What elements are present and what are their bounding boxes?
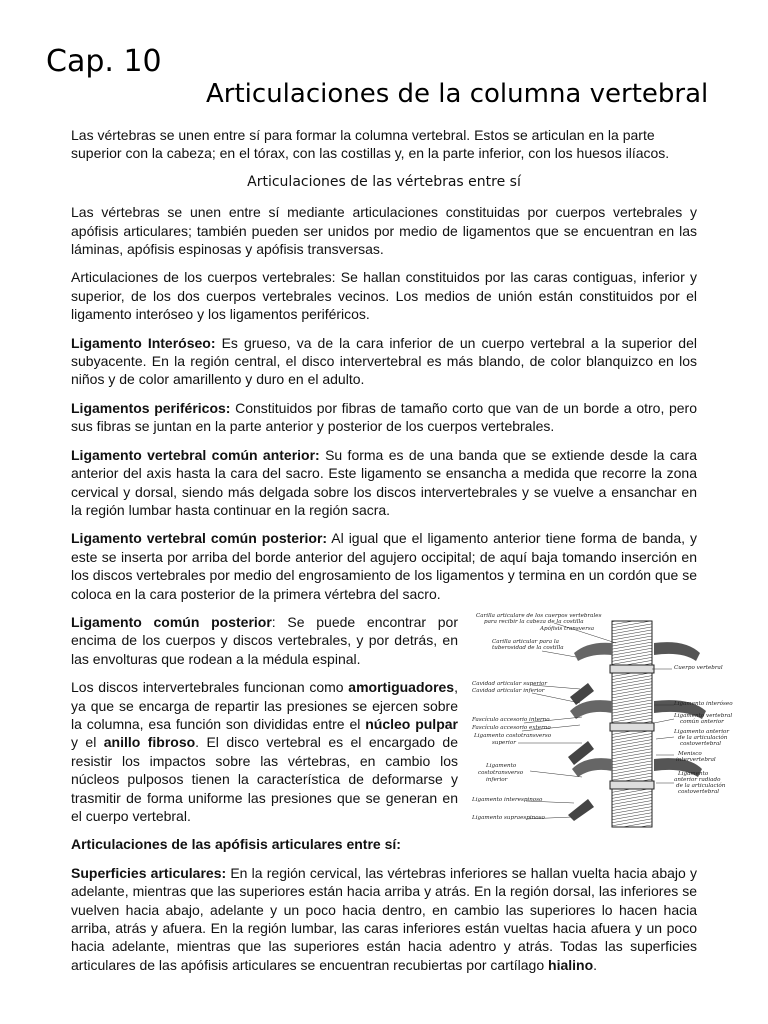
fig-label-interespinoso: Ligamento interespinoso bbox=[472, 796, 543, 803]
fig-label-cuerpo: Cuerpo vertebral bbox=[674, 664, 723, 671]
fig-label-apofisis: Apófisis transversa bbox=[540, 625, 595, 632]
fig-label-menisco-1: Menisco bbox=[678, 750, 702, 757]
disc-3 bbox=[610, 781, 654, 789]
superficies-term: Superficies articulares: bbox=[71, 864, 227, 881]
union-paragraph: Las vértebras se unen entre sí mediante articulaciones constituidas por cuerpos vertebrales y apófisis articulares; también pueden ser unidos por medio de ligamentos que se encuentran en las láminas, apófisis espinosas y apófisis transversas. bbox=[71, 204, 697, 258]
fig-label-fasc-int: Fascículo accesorio interno bbox=[472, 716, 550, 723]
section-subtitle: Articulaciones de las vértebras entre sí bbox=[247, 173, 521, 190]
fig-label-supraespinoso: Ligamento supraespinoso bbox=[472, 814, 545, 821]
perifericos-text: Constituidos por fibras de tamaño corto que van de un borde a otro, pero sus fibras se juntan en la parte anterior y posterior de los cuerpos vertebrales. bbox=[71, 399, 697, 435]
fig-label-fasc-ext: Fascículo accesorio externo bbox=[472, 724, 551, 731]
rib-1 bbox=[654, 642, 700, 661]
apofisis-heading bbox=[71, 835, 697, 853]
superficies-end: . bbox=[593, 956, 598, 973]
discos-text-3: y el bbox=[71, 734, 104, 751]
posterior-text: Al igual que el ligamento anterior tiene forma de banda, y este se inserta por arriba del borde anterior del agujero occipital; de aquí baja tomando inserción en los discos vertebrales por medio del engrosamiento de los ligamentos y termina en un cordón que se coloca en la cara posterior de la primera vértebra del sacro. bbox=[71, 530, 697, 602]
anillo-fibroso-term: anillo fibroso bbox=[103, 734, 196, 751]
fig-label-radiado-1: Ligamento bbox=[678, 770, 709, 777]
amortiguadores-term: amortiguadores bbox=[348, 679, 455, 696]
posterior-term: Ligamento vertebral común posterior: bbox=[71, 530, 328, 547]
fig-label-lig-ct-inf-2: costotransverso bbox=[478, 769, 524, 776]
apofisis-heading-text: Articulaciones de las apófisis articulares entre sí: bbox=[71, 836, 401, 853]
fig-label-carilla-tub-2: tuberosidad de la costilla bbox=[492, 644, 564, 651]
fig-label-radiado-3: de la articulación bbox=[676, 782, 726, 789]
fig-label-radiado-4: costovertebral bbox=[678, 788, 720, 795]
fig-label-cav-inf: Cavidad articular inferior bbox=[472, 687, 545, 694]
fig-label-carilla-1: Carilla articulare de los cuerpos vertebrales bbox=[476, 612, 602, 619]
document-body bbox=[71, 126, 733, 984]
fig-label-carilla-2: para recibir la cabeza de la costilla bbox=[484, 618, 584, 625]
chapter-label: Cap. 10 bbox=[46, 44, 162, 79]
fig-label-lig-ct-inf-3: inferior bbox=[486, 776, 508, 783]
anterior-term: Ligamento vertebral común anterior: bbox=[71, 446, 320, 463]
fig-label-interoseo: Ligamento interóseo bbox=[674, 700, 733, 707]
superficies-paragraph bbox=[71, 864, 697, 974]
anterior-paragraph bbox=[71, 446, 697, 520]
fig-label-carilla-tub-1: Carilla articular para la bbox=[492, 638, 559, 645]
disc-2 bbox=[610, 723, 654, 731]
fig-label-lig-ct-sup-1: Ligamento costotransverso bbox=[474, 732, 552, 739]
interoseo-paragraph bbox=[71, 334, 697, 389]
fig-label-lig-ct-sup-2: superior bbox=[492, 739, 516, 746]
cuerpos-paragraph: Articulaciones de los cuerpos vertebrales: Se hallan constituidos por las caras contiguas, inferior y superior, de los dos cuerpos vertebrales vecinos. Los medios de unión están constituidos por el ligamento interóseo y los ligamentos periféricos. bbox=[71, 269, 697, 323]
fig-label-vert-1: Ligamento vertebral bbox=[674, 712, 733, 719]
discos-text-2: , ya que se encarga de repartir las presiones se ejercen sobre la columna, esa función son divididas entre el bbox=[71, 679, 458, 732]
fig-label-ant-art-2: de la articulación bbox=[678, 734, 728, 741]
fig-label-lig-ct-inf-1: Ligamento bbox=[486, 762, 517, 769]
perifericos-paragraph bbox=[71, 399, 697, 436]
fig-label-vert-2: común anterior bbox=[680, 718, 724, 725]
transverse-process-1 bbox=[574, 643, 612, 661]
comun-posterior-term: Ligamento común posterior bbox=[71, 613, 272, 630]
comun-posterior-text: : Se puede encontrar por encima de los cuerpos y discos vertebrales, y por detrás, en las envolturas que rodean a la médula espinal. bbox=[71, 613, 459, 667]
posterior-paragraph bbox=[71, 529, 697, 603]
discos-text-1: Los discos intervertebrales funcionan como bbox=[71, 679, 349, 696]
fig-label-radiado-2: anterior radiado bbox=[674, 776, 721, 783]
discos-text-4: . El disco vertebral es el encargado de resistir los impactos sobre las vértebras, en cambio los núcleos pulposos tienen la característica de deformarse y trasmitir de forma uniforme las presiones que se generan en el cuerpo vertebral. bbox=[71, 734, 458, 824]
spinous-process-3 bbox=[568, 799, 594, 821]
interoseo-text: Es grueso, va de la cara inferior de un cuerpo vertebral a la superior del subyacente. En la región central, el disco intervertebral es más blando, de color blanquizco en los niños y de color amarillento y duro en el adulto. bbox=[71, 334, 697, 388]
disc-1 bbox=[610, 665, 654, 673]
intro-paragraph: Las vértebras se unen entre sí para formar la columna vertebral. Estos se articulan en la parte superior con la cabeza; en el tórax, con las costillas y, en la parte inferior, con los huesos ilíacos. bbox=[71, 127, 670, 162]
hialino-term: hialino bbox=[548, 956, 594, 973]
page-title: Articulaciones de la columna vertebral bbox=[206, 79, 709, 109]
vertebral-ligaments-figure bbox=[470, 612, 733, 835]
superficies-text: En la región cervical, las vértebras inferiores se hallan vuelta hacia abajo y adelante, mientras que las superiores están hacia arriba y atrás. En la región dorsal, las inferiores se vuelven hacia abajo, adelante y un poco hacia dentro, en cambio las superiores lo hacen hacia arriba, atrás y afuera. En la región lumbar, las caras inferiores están vueltas hacia afuera y un poco hacia adelante, mientras que las superiores están hacia adentro y atrás. Todas las superficies articulares de las apófisis articulares se encuentran recubiertas por cartílago bbox=[71, 864, 697, 973]
fig-label-ant-art-3: costovertebral bbox=[680, 740, 722, 747]
anterior-text: Su forma es de una banda que se extiende desde la cara anterior del axis hasta la cara del sacro. Este ligamento se ensancha a medida que recorre la zona cervical y dorsal, siendo más delgada sobre los discos intervertebrales y se vuelve a ensanchar en la región lumbar hasta continuar en la región sacra. bbox=[71, 446, 697, 518]
nucleo-pulpar-term: núcleo pulpar bbox=[365, 715, 458, 732]
fig-label-cav-sup: Cavidad articular superior bbox=[472, 680, 548, 687]
fig-label-menisco-2: intervertebral bbox=[676, 756, 716, 763]
perifericos-term: Ligamentos periféricos: bbox=[71, 399, 231, 416]
fig-label-ant-art-1: Ligamento anterior bbox=[674, 728, 730, 735]
interoseo-term: Ligamento Interóseo: bbox=[71, 334, 216, 351]
